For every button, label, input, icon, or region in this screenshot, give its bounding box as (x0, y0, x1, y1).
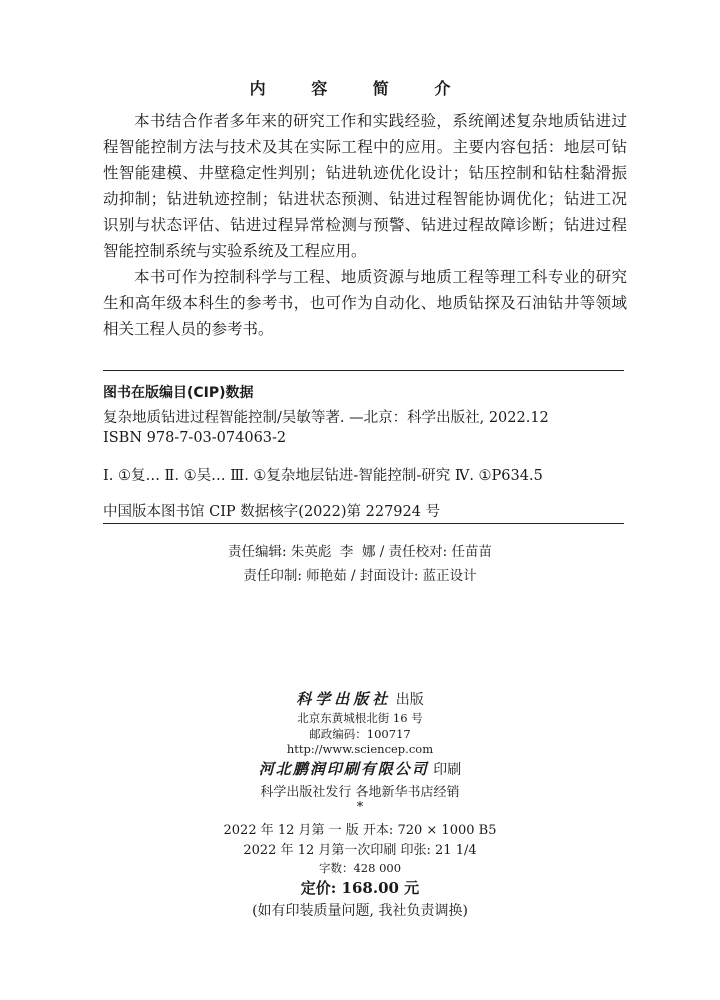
price: 定价: 168.00 元 (300, 879, 420, 897)
cip-heading: 图书在版编目(CIP)数据 (103, 385, 254, 401)
publisher-logo-text: 科学出版社 (296, 690, 392, 708)
printing-line: 2022 年 12 月第一次印刷 印张: 21 1/4 (243, 843, 477, 858)
publisher-line (0, 688, 720, 709)
cip-library-number: 中国版本图书馆 CIP 数据核字(2022)第 227924 号 (103, 504, 441, 520)
edition-line: 2022 年 12 月第 一 版 开本: 720 × 1000 B5 (223, 823, 497, 838)
publisher-website: http://www.sciencep.com (286, 742, 434, 756)
cip-top-rule (103, 370, 624, 371)
printing-credits: 责任印制: 师艳茹 / 封面设计: 蓝正设计 (243, 568, 477, 584)
distribution-line: 科学出版社发行 各地新华书店经销 (260, 785, 460, 800)
printer-suffix: 印刷 (433, 762, 462, 778)
cip-bottom-rule (103, 523, 624, 524)
intro-paragraph: 本书结合作者多年来的研究工作和实践经验，系统阐述复杂地质钻进过程智能控制方法与技术及其在实际工程中的应用。主要内容包括：地层可钻性智能建模、井壁稳定性判别；钻进轨迹优化设计；钻压控制和钻柱黏滑振动抑制；钻进轨迹控制；钻进状态预测、钻进过程智能协调优化；钻进工况识别与状态评估、钻进过程异常检测与预警、钻进过程故障诊断；钻进过程智能控制系统与实验系统及工程应用。 (103, 112, 627, 260)
intro-title: 内 容 简 介 (249, 79, 471, 98)
publisher-postcode: 邮政编码：100717 (309, 727, 411, 741)
editor-credits: 责任编辑: 朱英彪 李 娜 / 责任校对: 任苗苗 (228, 544, 492, 560)
publisher-address: 北京东黄城根北街 16 号 (297, 711, 423, 725)
cip-title-line: 复杂地质钻进过程智能控制/吴敏等著. —北京：科学出版社, 2022.12 (103, 410, 549, 426)
intro-section (103, 108, 627, 342)
word-count: 字数：428 000 (318, 861, 402, 875)
intro-paragraph: 本书可作为控制科学与工程、地质资源与地质工程等理工科专业的研究生和高年级本科生的参考书，也可作为自动化、地质钻探及石油钻井等领域相关工程人员的参考书。 (103, 268, 627, 338)
quality-note: (如有印装质量问题, 我社负责调换) (252, 903, 468, 919)
publisher-suffix: 出版 (395, 692, 424, 708)
printer-line (0, 758, 720, 779)
cip-classification: Ⅰ. ①复… Ⅱ. ①吴… Ⅲ. ①复杂地层钻进-智能控制-研究 Ⅳ. ①P634.5 (103, 468, 543, 484)
separator-star: * (356, 800, 364, 815)
cip-isbn: ISBN 978-7-03-074063-2 (103, 430, 287, 446)
printer-name: 河北鹏润印刷有限公司 (258, 760, 429, 778)
